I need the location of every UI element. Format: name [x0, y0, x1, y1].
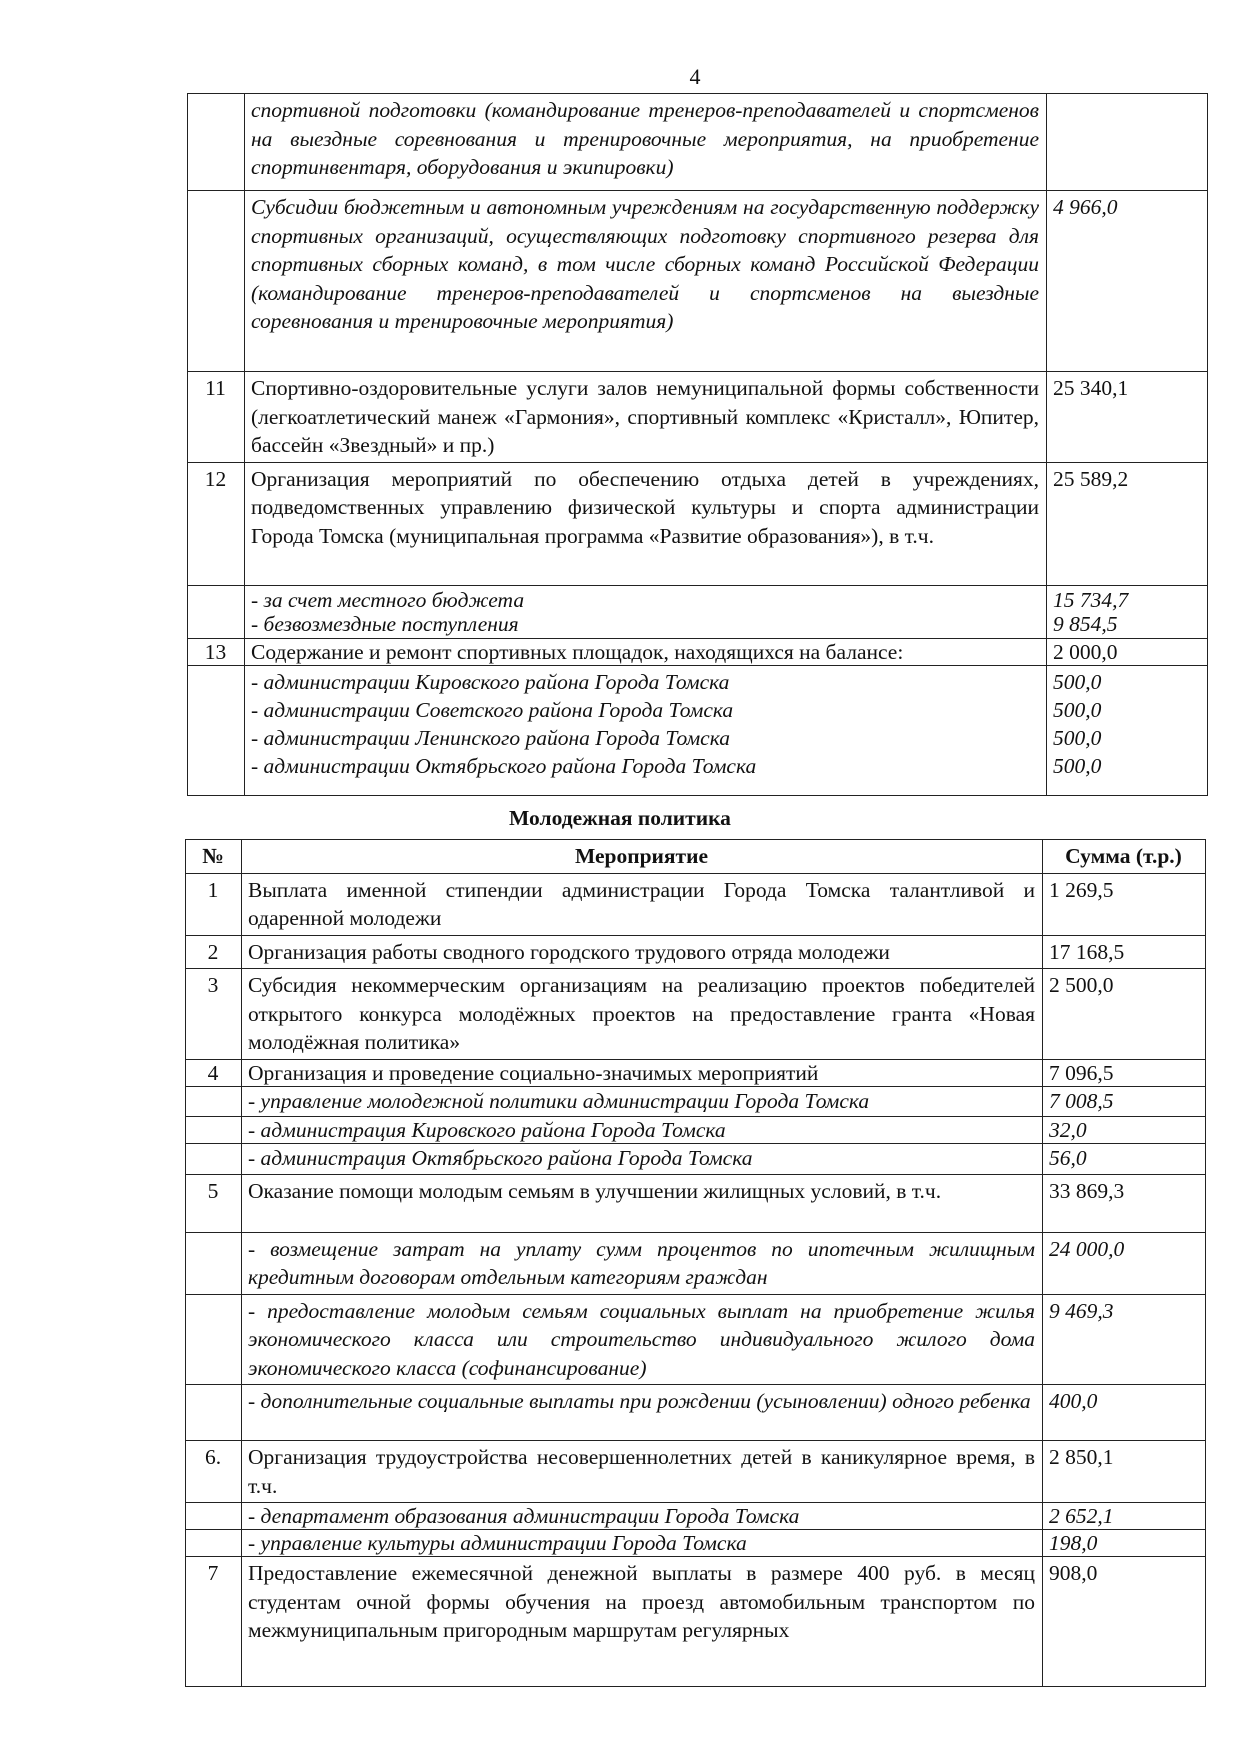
subitem-text: - управление культуры администрации Города Томска [242, 1530, 1043, 1557]
subitem-text: - администрации Кировского района Города Томска [251, 669, 730, 694]
table-subrow [186, 1232, 1206, 1294]
row-number-empty [186, 1385, 242, 1441]
row-description: Организация работы сводного городского трудового отряда молодежи [242, 935, 1043, 969]
row-number: 13 [188, 638, 245, 665]
subitem-sum: 500,0 [1053, 753, 1102, 778]
subitem-text: - администрации Советского района Города Томска [251, 697, 734, 722]
row-number-empty [188, 585, 245, 638]
table-row [186, 1059, 1206, 1086]
subitem-text: - управление молодежной политики администрации Города Томска [242, 1086, 1043, 1116]
row-description: Организация трудоустройства несовершеннолетних детей в каникулярное время, в т.ч. [242, 1441, 1043, 1503]
row-number [188, 94, 245, 191]
row-subsums [1047, 665, 1208, 795]
header-sum: Сумма (т.р.) [1043, 840, 1206, 874]
table-row [186, 1174, 1206, 1232]
table-subrow [186, 1116, 1206, 1143]
table-row [186, 873, 1206, 935]
subitem-text: - возмещение затрат на уплату сумм процентов по ипотечным жилищным кредитным договорам отдельным категориям граждан [242, 1232, 1043, 1294]
row-subitems [245, 585, 1047, 638]
subitem-text: - администрации Октябрьского района Города Томска [251, 753, 757, 778]
table-subrow [186, 1385, 1206, 1441]
subitem-sum: 500,0 [1053, 669, 1102, 694]
sport-budget-table [187, 93, 1208, 796]
page-number: 4 [689, 64, 701, 89]
table-row [186, 969, 1206, 1060]
subitem-text: - администрация Октябрьского района Города Томска [242, 1143, 1043, 1174]
row-sum [1047, 94, 1208, 191]
row-number [188, 191, 245, 372]
section-title: Молодежная политика [509, 806, 731, 830]
subitem-sum: 32,0 [1043, 1116, 1206, 1143]
row-number: 5 [186, 1174, 242, 1232]
subitem-sum: 198,0 [1043, 1530, 1206, 1557]
subitem-text: - администрации Ленинского района Города Томска [251, 725, 730, 750]
subitem-text: - администрация Кировского района Города Томска [242, 1116, 1043, 1143]
row-sum: 17 168,5 [1043, 935, 1206, 969]
row-sum: 33 869,3 [1043, 1174, 1206, 1232]
row-description: Оказание помощи молодым семьям в улучшении жилищных условий, в т.ч. [242, 1174, 1043, 1232]
row-number: 1 [186, 873, 242, 935]
subitem-text: - предоставление молодым семьям социальных выплат на приобретение жилья экономического класса или строительство индивидуального жилого дома экономического класса (софинансирование) [242, 1294, 1043, 1385]
subitem-text: - за счет местного бюджета [251, 587, 525, 612]
row-description: Организация и проведение социально-значимых мероприятий [242, 1059, 1043, 1086]
row-number-empty [186, 1503, 242, 1530]
table-row [186, 1441, 1206, 1503]
subitem-sum: 7 008,5 [1043, 1086, 1206, 1116]
row-description: Выплата именной стипендии администрации Города Томска талантливой и одаренной молодежи [242, 873, 1043, 935]
table-row [188, 372, 1208, 463]
row-sum: 25 589,2 [1047, 462, 1208, 585]
table-subrow [186, 1294, 1206, 1385]
table-subrow [186, 1530, 1206, 1557]
subitem-text: - безвозмездные поступления [251, 611, 519, 636]
subitem-sum: 15 734,7 [1053, 587, 1129, 612]
row-number-empty [186, 1232, 242, 1294]
row-description: Предоставление ежемесячной денежной выплаты в размере 400 руб. в месяц студентам очной формы обучения на проезд автомобильным транспортом по межмуниципальным пригородным маршрутам регулярных [242, 1557, 1043, 1687]
row-description: Содержание и ремонт спортивных площадок, находящихся на балансе: [245, 638, 1047, 665]
row-sum: 4 966,0 [1047, 191, 1208, 372]
youth-policy-table [185, 839, 1206, 1687]
table-row [188, 638, 1208, 665]
row-number-empty [186, 1143, 242, 1174]
row-subsums [1047, 585, 1208, 638]
row-number: 2 [186, 935, 242, 969]
table-row [186, 935, 1206, 969]
row-number-empty [188, 665, 245, 795]
subitem-sum: 500,0 [1053, 725, 1102, 750]
header-number: № [186, 840, 242, 874]
table-row [186, 1557, 1206, 1687]
row-sum: 1 269,5 [1043, 873, 1206, 935]
row-number: 12 [188, 462, 245, 585]
row-number-empty [186, 1294, 242, 1385]
subitem-sum: 2 652,1 [1043, 1503, 1206, 1530]
row-number-empty [186, 1086, 242, 1116]
subitem-sum: 9 469,3 [1043, 1294, 1206, 1385]
subitem-text: - дополнительные социальные выплаты при рождении (усыновлении) одного ребенка [242, 1385, 1043, 1441]
row-description: Спортивно-оздоровительные услуги залов немуниципальной формы собственности (легкоатлетический манеж «Гармония», спортивный комплекс «Кристалл», Юпитер, бассейн «Звездный» и пр.) [245, 372, 1047, 463]
row-number: 6. [186, 1441, 242, 1503]
table-subrow [186, 1503, 1206, 1530]
row-description: Субсидии бюджетным и автономным учреждениям на государственную поддержку спортивных организаций, осуществляющих подготовку спортивного резерва для спортивных сборных команд, в том числе сборных команд Российской Федерации (командирование тренеров-преподавателей и спортсменов на выездные соревнования и тренировочные мероприятия) [245, 191, 1047, 372]
subitem-text: - департамент образования администрации Города Томска [242, 1503, 1043, 1530]
row-sum: 2 500,0 [1043, 969, 1206, 1060]
row-sum: 2 000,0 [1047, 638, 1208, 665]
table-subrow [186, 1086, 1206, 1116]
table-subrow [186, 1143, 1206, 1174]
subitem-sum: 400,0 [1043, 1385, 1206, 1441]
table-row [188, 462, 1208, 585]
row-sum: 7 096,5 [1043, 1059, 1206, 1086]
row-description: Организация мероприятий по обеспечению отдыха детей в учреждениях, подведомственных управлению физической культуры и спорта администрации Города Томска (муниципальная программа «Развитие образования»), в т.ч. [245, 462, 1047, 585]
subitem-sum: 56,0 [1043, 1143, 1206, 1174]
row-number: 4 [186, 1059, 242, 1086]
row-description: Субсидия некоммерческим организациям на реализацию проектов победителей открытого конкурса молодёжных проектов на предоставление гранта «Новая молодёжная политика» [242, 969, 1043, 1060]
row-sum: 2 850,1 [1043, 1441, 1206, 1503]
row-sum: 908,0 [1043, 1557, 1206, 1687]
row-subitems [245, 665, 1047, 795]
subitem-sum: 9 854,5 [1053, 611, 1118, 636]
subitem-sum: 24 000,0 [1043, 1232, 1206, 1294]
row-number-empty [186, 1116, 242, 1143]
header-event: Мероприятие [242, 840, 1043, 874]
table-header-row [186, 840, 1206, 874]
table-row [188, 94, 1208, 191]
row-number-empty [186, 1530, 242, 1557]
row-sum: 25 340,1 [1047, 372, 1208, 463]
row-number: 3 [186, 969, 242, 1060]
subitem-sum: 500,0 [1053, 697, 1102, 722]
row-number: 11 [188, 372, 245, 463]
table-subrow [188, 665, 1208, 795]
table-subrow [188, 585, 1208, 638]
row-number: 7 [186, 1557, 242, 1687]
table-row [188, 191, 1208, 372]
row-description: спортивной подготовки (командирование тренеров-преподавателей и спортсменов на выездные соревнования и тренировочные мероприятия, на приобретение спортинвентаря, оборудования и экипировки) [245, 94, 1047, 191]
